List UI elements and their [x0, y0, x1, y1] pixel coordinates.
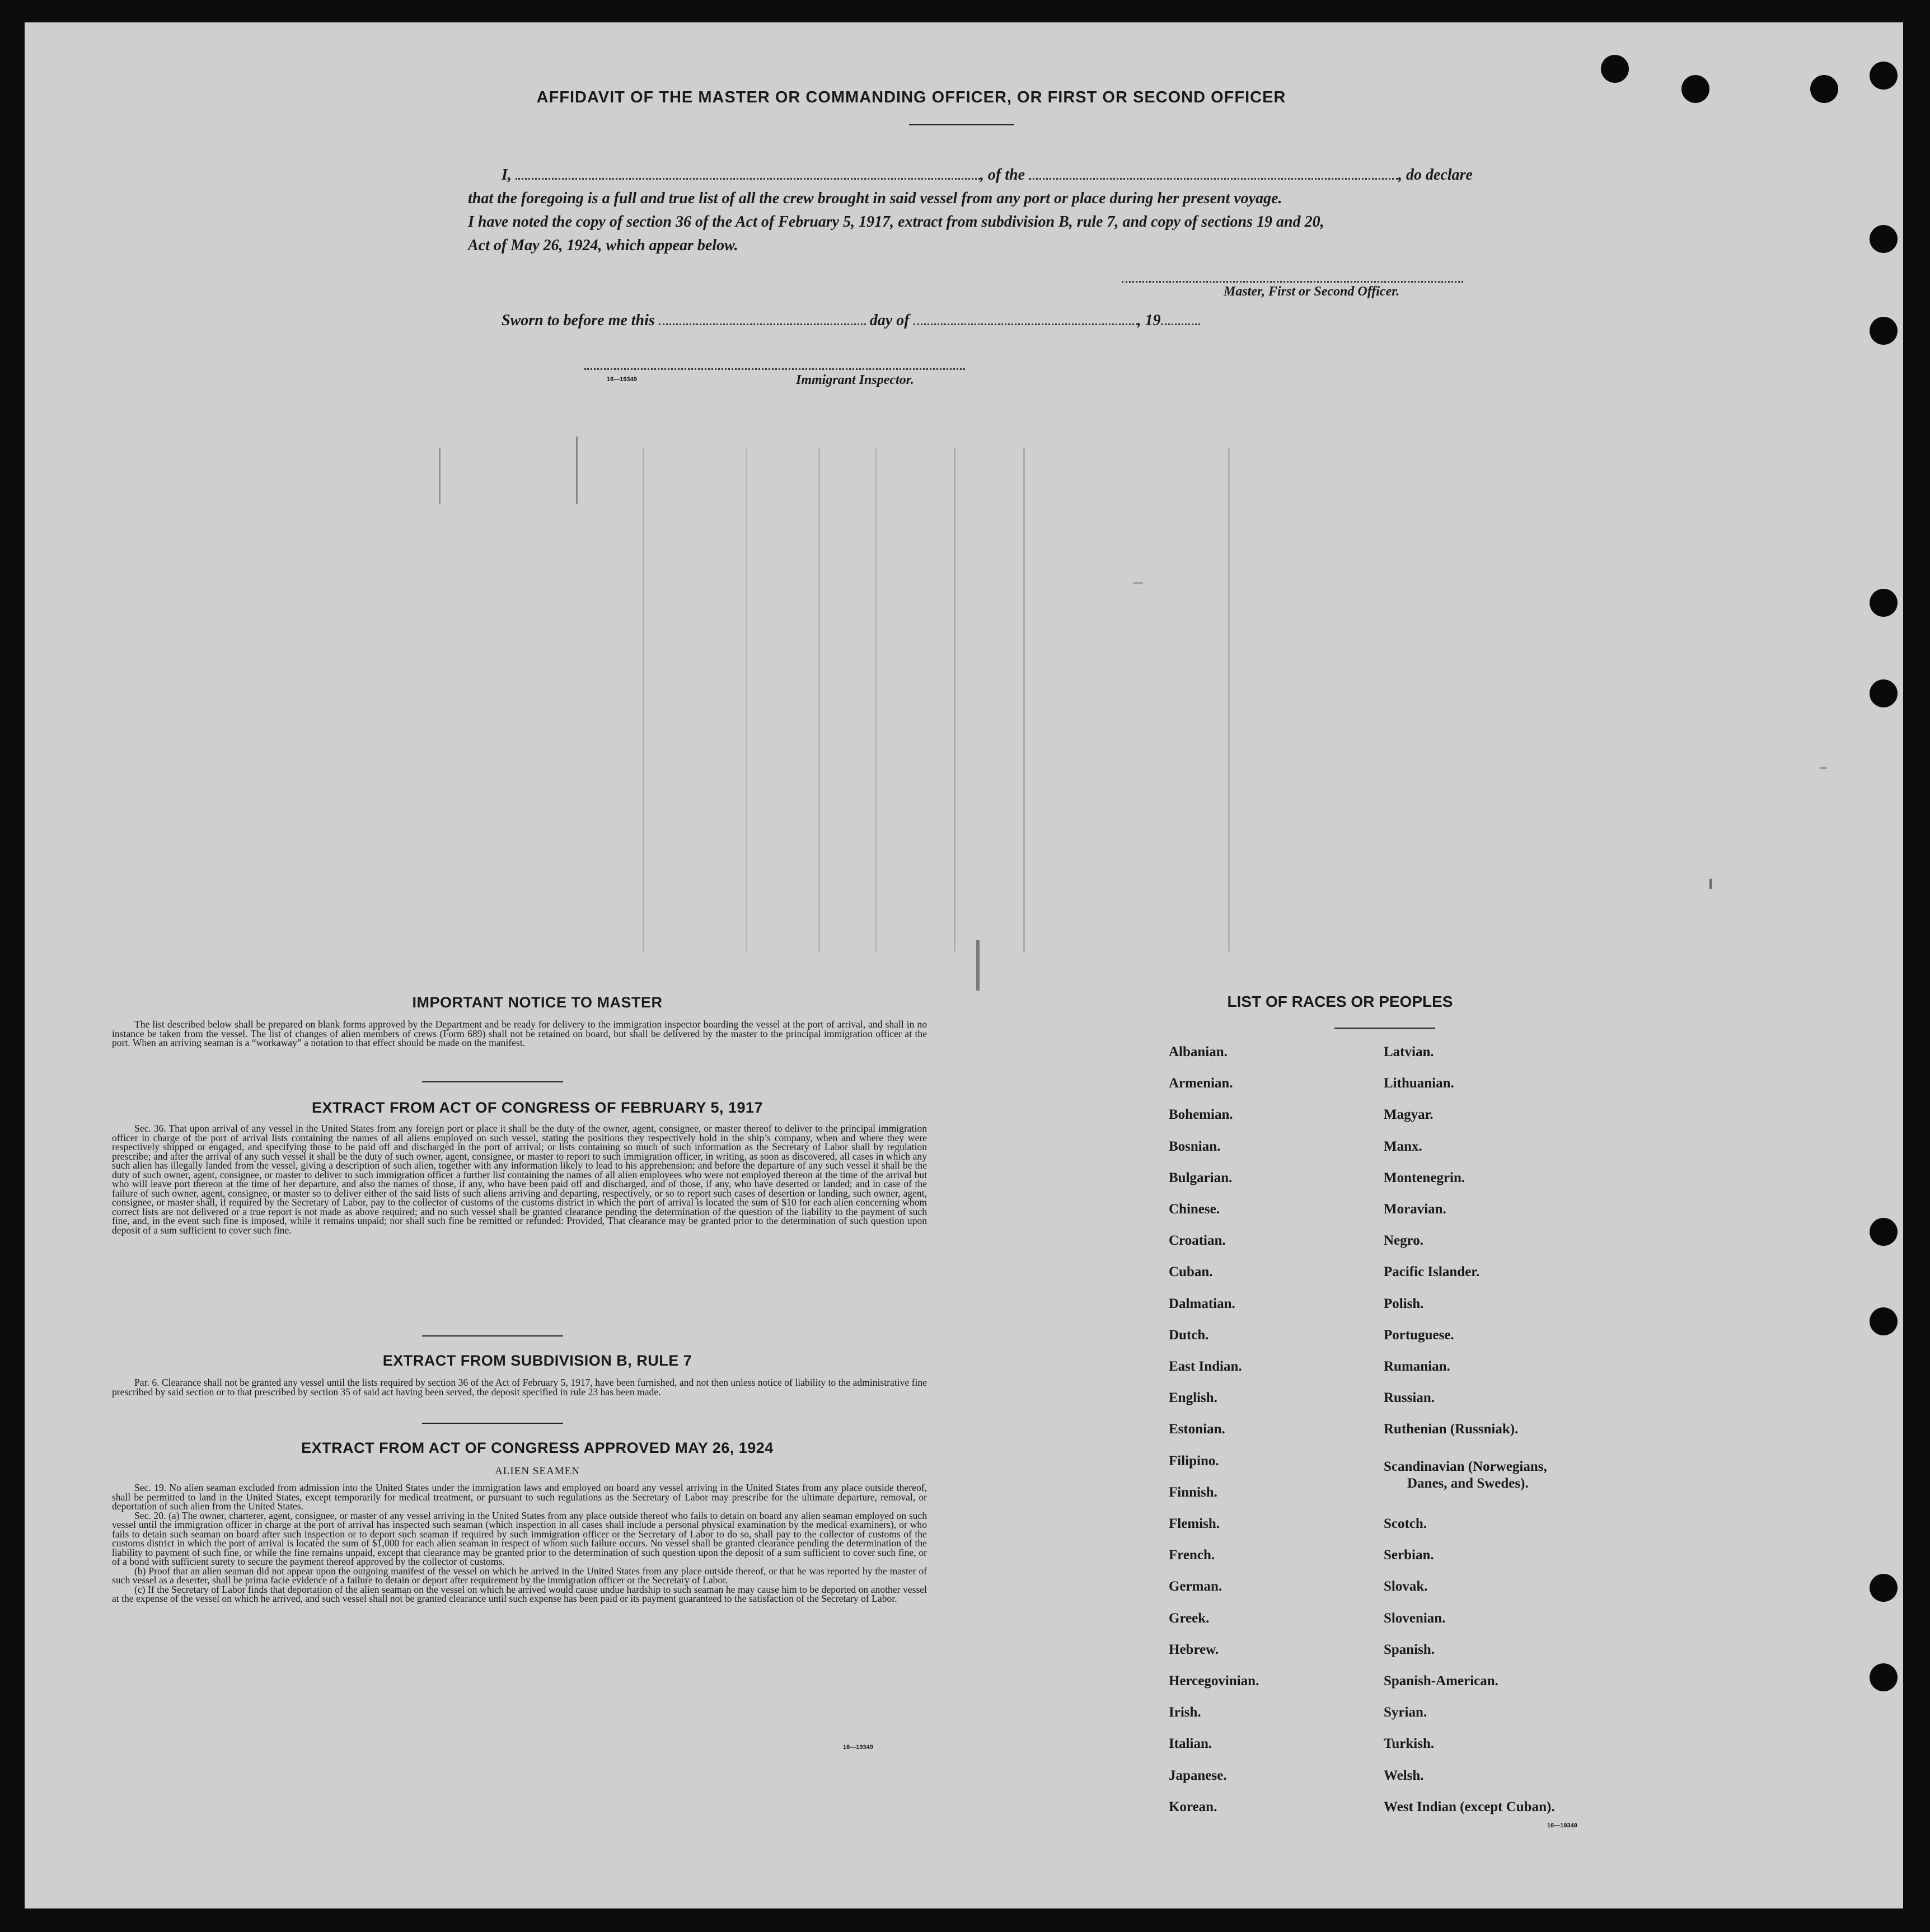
section-divider [422, 1335, 563, 1337]
race-item: Italian. [1169, 1736, 1212, 1752]
race-item: French. [1169, 1548, 1215, 1563]
sworn-day-of: day of [869, 312, 910, 329]
declaration-block [468, 163, 1520, 257]
show-through-mark [1820, 767, 1827, 769]
sworn-day-field[interactable] [659, 311, 866, 325]
master-signature-line[interactable] [1122, 281, 1463, 283]
show-through-mark [1023, 448, 1025, 951]
section-divider [422, 1081, 563, 1082]
race-item: Korean. [1169, 1799, 1217, 1814]
race-item: Ruthenian (Russniak). [1384, 1422, 1519, 1437]
races-title: LIST OF RACES OR PEOPLES [1227, 993, 1453, 1010]
show-through-mark [976, 940, 980, 991]
races-title-underline [1334, 1028, 1435, 1029]
race-item: Syrian. [1384, 1705, 1427, 1720]
extract-1924-title: EXTRACT FROM ACT OF CONGRESS APPROVED MAY 26, 1924 [301, 1439, 774, 1456]
race-item: Dutch. [1169, 1327, 1209, 1343]
race-item: Manx. [1384, 1138, 1422, 1154]
sworn-line [468, 309, 1520, 332]
race-item: Scandinavian (Norwegians, [1384, 1459, 1547, 1474]
sworn-text: Sworn to before me this [502, 312, 655, 329]
race-item: Hebrew. [1169, 1642, 1219, 1657]
show-through-mark [576, 437, 578, 504]
race-item: Croatian. [1169, 1233, 1226, 1249]
race-item: Armenian. [1169, 1076, 1233, 1091]
race-item: Polish. [1384, 1296, 1424, 1311]
declaration-i: I, [502, 166, 512, 184]
show-through-mark [1228, 448, 1230, 951]
show-through-mark [818, 448, 820, 951]
show-through-mark [1133, 582, 1143, 584]
race-item: Spanish-American. [1384, 1673, 1498, 1689]
punch-hole [1870, 1574, 1898, 1602]
race-item: Moravian. [1384, 1202, 1446, 1217]
race-item: Dalmatian. [1169, 1296, 1235, 1311]
show-through-mark [875, 448, 877, 951]
race-item: Bulgarian. [1169, 1170, 1233, 1185]
extract-1917-text: Sec. 36. That upon arrival of any vessel in the United States from any foreign port or place it shall be the duty of the owner, agent, consignee, or master thereof to deliver to the principal immigration officer in charge of the port of arrival lists containing the names of all aliens employed on such vessel, stating the positions they respectively hold in the ship’s company, when and where they were respectively shipped or engaged, and specifying those to be paid off and discharged in the port of arrival; or lists containing so much of such information as the Secretary of Labor shall by regulation prescribe; and after the arrival of any such vessel it shall be the duty of such owner, agent, consignee, or master to report to such immigration officer, in writing, as soon as discovered, all cases in which any such alien has illegally landed from the vessel, giving a description of such alien, together with any information likely to lead to his apprehension; and before the departure of any such vessel it shall be the duty of such owner, agent, consignee, or master to deliver to such immigration officer a further list containing the names of all alien employees who were not employed thereon at the time of the arrival but who will leave port thereon at the time of her departure, and also the names of those, if any, who have been paid off and discharged, and of those, if any, who have deserted or landed; and in case of the failure of such owner, agent, consignee, or master so to deliver either of the said lists of such aliens arriving and departing, respectively, or so to report such cases of desertion or landing, such owner, agent, consignee, or master shall, if required by the Secretary of Labor, pay to the collector of customs of the customs district in which the port of arrival is located the sum of $10 for each alien concerning whom correct lists are not delivered or a true report is not made as above required; and no such vessel shall be granted clearance pending the determination of the question of the liability to the payment of such fine, and, in the event such fine is imposed, while it remains unpaid; nor shall such fine be remitted or refunded: Provided, That clearance may be granted prior to the determination of such question upon deposit of a sum sufficient to cover such fine. [112, 1123, 927, 1236]
race-item: Japanese. [1169, 1767, 1227, 1783]
punch-hole [1870, 62, 1898, 90]
race-item: Irish. [1169, 1705, 1201, 1720]
race-item: German. [1169, 1579, 1222, 1595]
punch-hole [1870, 679, 1898, 707]
show-through-mark [643, 448, 644, 951]
affidavit-title: AFFIDAVIT OF THE MASTER OR COMMANDING OFFICER, OR FIRST OR SECOND OFFICER [536, 88, 1286, 106]
race-item: Hercegovinian. [1169, 1673, 1259, 1689]
punch-hole [1870, 317, 1898, 345]
declaration-of: , of the [980, 166, 1025, 184]
race-item: Flemish. [1169, 1516, 1220, 1531]
declaration-line-3: I have noted the copy of section 36 of the Act of February 5, 1917, extract from subdivision B, rule 7, and copy of sections 19 and 20, [468, 213, 1324, 231]
race-item: Turkish. [1384, 1736, 1435, 1752]
race-item: Cuban. [1169, 1264, 1213, 1280]
race-item: Pacific Islander. [1384, 1264, 1480, 1280]
extract-rule7-text: Par. 6. Clearance shall not be granted any vessel until the lists required by section 36 of the Act of February 5, 1917, have been furnished, and not then unless notice of liability to the administrative fine prescribed by said section or to that prescribed by section 35 of said act having been served, the deposit specified in rule 23 has been made. [112, 1377, 927, 1398]
extract-1924-subtitle: ALIEN SEAMEN [495, 1465, 580, 1477]
punch-hole [1870, 1663, 1898, 1691]
show-through-mark [954, 448, 955, 951]
extract-1917-title: EXTRACT FROM ACT OF CONGRESS OF FEBRUARY 5, 1917 [311, 1099, 763, 1116]
race-item: Albanian. [1169, 1044, 1228, 1059]
form-page [25, 22, 1903, 1908]
race-item: Slovak. [1384, 1579, 1428, 1595]
sec-20c-text: (c) If the Secretary of Labor finds that deportation of the alien seaman on the vessel on which he arrived would cause undue hardship to such seaman he may cause him to be deported on another vessel at the expense of the vessel on which he arrived, and such vessel shall not be granted clearance until such expense has been paid or its payment guaranteed to the satisfaction of the Secretary of Labor. [112, 1583, 927, 1604]
inspector-signature-label: Immigrant Inspector. [796, 373, 914, 387]
title-underline [909, 124, 1014, 125]
race-item: Russian. [1384, 1390, 1435, 1406]
sworn-month-field[interactable] [914, 311, 1137, 325]
show-through-mark [746, 448, 747, 951]
punch-hole [1870, 589, 1898, 617]
race-item: Danes, and Swedes). [1407, 1475, 1529, 1491]
notice-text: The list described below shall be prepared on blank forms approved by the Department and be ready for delivery to the immigration inspector boarding the vessel at the port of arrival, and shall in no instance be taken from the vessel. The list of changes of alien members of crews (Form 689) shall not be retained on board, but shall be delivered by the master to the principal immigration officer at the port. When an arriving seaman is a “workaway” a notation to that effect should be made on the manifest. [112, 1019, 927, 1048]
declaration-line-2: that the foregoing is a full and true list of all the crew brought in said vessel from any port or place during her present voyage. [468, 190, 1282, 207]
extract-rule7-title: EXTRACT FROM SUBDIVISION B, RULE 7 [382, 1352, 692, 1369]
master-signature-label: Master, First or Second Officer. [1224, 284, 1400, 299]
show-through-mark [1709, 879, 1712, 889]
race-item: English. [1169, 1390, 1217, 1406]
extract-1924-text [112, 1483, 927, 1603]
name-field[interactable] [516, 166, 980, 180]
show-through-mark [439, 448, 441, 504]
sec-20b-text: (b) Proof that an alien seaman did not appear upon the outgoing manifest of the vessel on which he arrived in the United States from any place outside thereof, or that he was reported by the master of such vessel as a deserter, shall be prima facie evidence of a failure to detain or deport after requirement by the immigration officer or the Secretary of Labor. [112, 1565, 927, 1586]
form-code: 16—19349 [843, 1744, 873, 1751]
race-item: Latvian. [1384, 1044, 1434, 1059]
declaration-declare: , do declare [1398, 166, 1473, 184]
punch-hole [1870, 1218, 1898, 1246]
vessel-field[interactable] [1029, 166, 1398, 180]
sworn-year-field[interactable] [1161, 311, 1200, 325]
notice-title: IMPORTANT NOTICE TO MASTER [412, 994, 663, 1011]
race-item: Rumanian. [1384, 1359, 1450, 1374]
race-item: Serbian. [1384, 1548, 1434, 1563]
race-item: Magyar. [1384, 1107, 1434, 1123]
race-item: Scotch. [1384, 1516, 1427, 1531]
race-item: Estonian. [1169, 1422, 1225, 1437]
race-item: Spanish. [1384, 1642, 1435, 1657]
race-item: Chinese. [1169, 1202, 1220, 1217]
declaration-line-1 [468, 163, 1520, 187]
punch-hole [1870, 225, 1898, 253]
form-code: 16—19349 [607, 376, 637, 383]
sworn-year-prefix: , 19 [1137, 312, 1161, 329]
race-item: Negro. [1384, 1233, 1424, 1249]
race-item: Welsh. [1384, 1767, 1424, 1783]
race-item: West Indian (except Cuban). [1384, 1799, 1555, 1814]
race-item: Filipino. [1169, 1453, 1219, 1469]
race-item: Bohemian. [1169, 1107, 1233, 1123]
race-item: Greek. [1169, 1610, 1210, 1626]
sec-19-text: Sec. 19. No alien seaman excluded from admission into the United States under the immigration laws and employed on board any vessel arriving in the United States from any place outside thereof, shall be permitted to land in the United States, except temporarily for medical treatment, or pursuant to such regulations as the Secretary of Labor may prescribe for the ultimate departure, removal, or deportation of such alien from the United States. [112, 1482, 927, 1512]
punch-hole [1870, 1307, 1898, 1335]
race-item: Portuguese. [1384, 1327, 1454, 1343]
race-item: East Indian. [1169, 1359, 1242, 1374]
section-divider [422, 1423, 563, 1424]
race-item: Finnish. [1169, 1484, 1217, 1500]
sec-20a-text: Sec. 20. (a) The owner, charterer, agent, consignee, or master of any vessel arriving in the United States from any place outside thereof who fails to detain on board any alien seaman employed on such vessel until the immigration officer in charge at the port of arrival has inspected such seaman (which inspection in all cases shall include a personal physical examination by the medical examiners), or who fails to detain such seaman on board after such inspection or to deport such seaman if required by such immigration officer or the Secretary of Labor to do so, shall pay to the collector of customs of the customs district in which the port of arrival is located the sum of $1,000 for each alien seaman in respect of whom such failure occurs. No vessel shall be granted clearance pending the determination of the liability to payment of such fine, or while the fine remains unpaid, except that clearance may be granted prior to the determination of such question upon the deposit of a sum sufficient to cover such fine, or of a bond with sufficient surety to secure the payment thereof approved by the collector of customs. [112, 1509, 927, 1567]
race-item: Montenegrin. [1384, 1170, 1465, 1185]
punch-hole [1601, 55, 1629, 83]
form-code: 16—19349 [1547, 1822, 1577, 1829]
race-item: Bosnian. [1169, 1138, 1221, 1154]
declaration-line-4: Act of May 26, 1924, which appear below. [468, 237, 738, 254]
race-item: Lithuanian. [1384, 1076, 1454, 1091]
race-item: Slovenian. [1384, 1610, 1446, 1626]
inspector-signature-line[interactable] [584, 368, 965, 370]
